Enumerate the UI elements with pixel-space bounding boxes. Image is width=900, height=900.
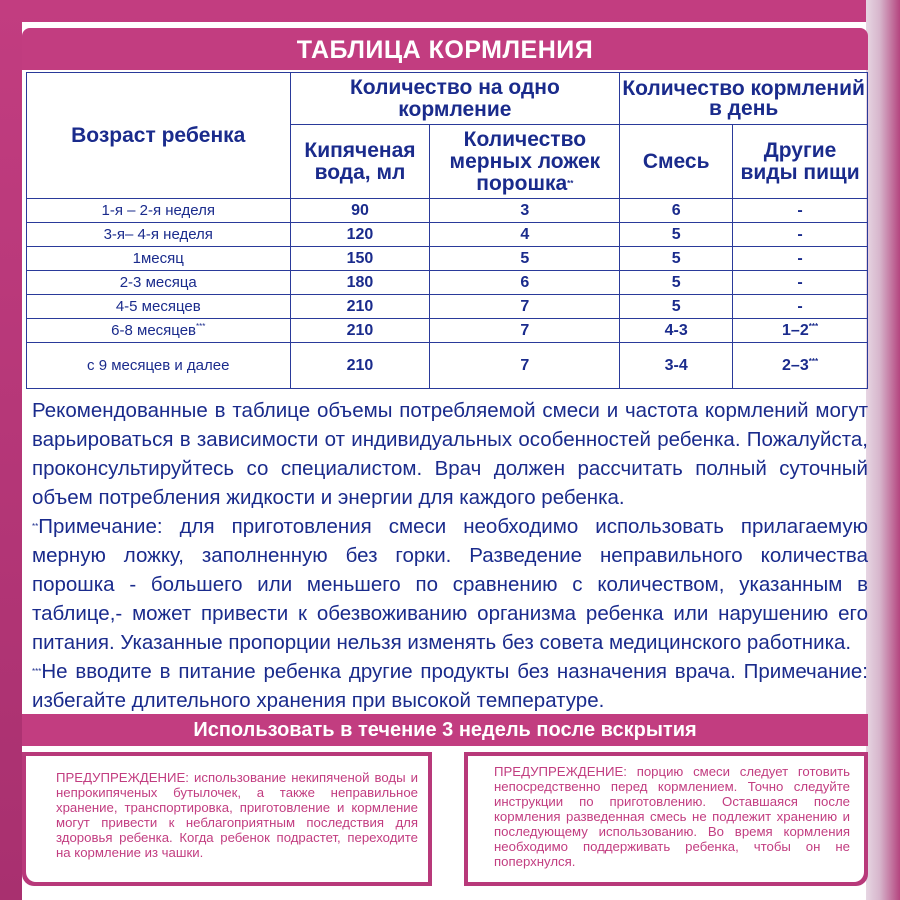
water-cell: 210 [290,319,430,343]
header-feeds-per-day: Количество кормлений в день [620,73,868,125]
spoons-cell: 3 [430,199,620,223]
other-cell: - [733,223,868,247]
note-other-food: ***Не вводите в питание ребенка другие продукты без назначения врача. Примечание: избегайте длительного хранения при высокой температуре. [32,660,868,712]
other-cell: - [733,247,868,271]
spoons-cell: 5 [430,247,620,271]
warning-text-left: ПРЕДУПРЕЖДЕНИЕ: использование некипяченой воды и непрокипяченых бутылочек, а также неправильное хранение, транспортировка, приготовление и кормление могут привести к неблагоприятным последствия для здоровья ребенка. Когда ребенок подрастет, переходите на кормление из чашки. [26,756,428,882]
mix-cell: 5 [620,271,733,295]
header-other-food: Другие виды пищи [733,125,868,199]
age-cell: 1месяц [27,247,291,271]
header-water: Кипяченая вода, мл [290,125,430,199]
table-row [27,319,868,343]
age-cell: 3-я– 4-я неделя [27,223,291,247]
other-cell: - [733,271,868,295]
spoons-cell: 7 [430,295,620,319]
header-age: Возраст ребенка [27,73,291,199]
table-row [27,199,868,223]
age-cell: 2-3 месяца [27,271,291,295]
header-mix: Смесь [620,125,733,199]
mix-cell: 5 [620,223,733,247]
mix-cell: 5 [620,295,733,319]
spoons-cell: 7 [430,343,620,389]
spoons-cell: 6 [430,271,620,295]
table-row [27,295,868,319]
usage-period-banner: Использовать в течение 3 недель после вскрытия [22,714,868,746]
water-cell: 180 [290,271,430,295]
mix-cell: 6 [620,199,733,223]
other-cell: - [733,295,868,319]
table-row [27,223,868,247]
other-cell: 1–2*** [733,319,868,343]
water-cell: 120 [290,223,430,247]
warning-box-left [22,752,432,886]
table-row [27,247,868,271]
age-cell: 6-8 месяцев*** [27,319,291,343]
page-title: ТАБЛИЦА КОРМЛЕНИЯ [22,28,868,70]
mix-cell: 3-4 [620,343,733,389]
table-row [27,343,868,389]
spoons-cell: 7 [430,319,620,343]
age-cell: 1-я – 2-я неделя [27,199,291,223]
decorative-edge [866,0,900,900]
other-cell: - [733,199,868,223]
note-recommendation: Рекомендованные в таблице объемы потребляемой смеси и частота кормлений могут варьироваться в зависимости от индивидуальных особенностей ребенка. Пожалуйста, проконсультируйтесь со специалистом. Врач должен рассчитать полный суточный объем потребления жидкости и энергии для каждого ребенка. [32,399,868,509]
mix-cell: 4-3 [620,319,733,343]
header-quantity: Количество на одно кормление [290,73,620,125]
header-spoons: Количество мерных ложек порошка** [430,125,620,199]
table-row [27,271,868,295]
feeding-table [26,72,868,389]
other-cell: 2–3*** [733,343,868,389]
note-spoon: **Примечание: для приготовления смеси необходимо использовать прилагаемую мерную ложку, заполненную без горки. Разведение неправильного количества порошка - большего или меньшего по сравнению с количеством, указанным в таблице,- может привести к обезвоживанию организма ребенка или нарушению его питания. Указанные пропорции нельзя изменять без совета медицинского работника. [32,515,868,654]
water-cell: 210 [290,295,430,319]
age-cell: 4-5 месяцев [27,295,291,319]
warning-text-right: ПРЕДУПРЕЖДЕНИЕ: порцию смеси следует готовить непосредственно перед кормлением. Точно следуйте инструкции по приготовлению. Оставшаяся после кормления разведенная смесь не подлежит хранению и последующему использованию. Во время кормления необходимо поддерживать ребенка, чтобы он не поперхнулся. [468,756,864,882]
mix-cell: 5 [620,247,733,271]
water-cell: 150 [290,247,430,271]
spoons-cell: 4 [430,223,620,247]
notes-section [32,396,868,715]
water-cell: 210 [290,343,430,389]
age-cell: с 9 месяцев и далее [27,343,291,389]
warning-box-right [464,752,868,886]
water-cell: 90 [290,199,430,223]
